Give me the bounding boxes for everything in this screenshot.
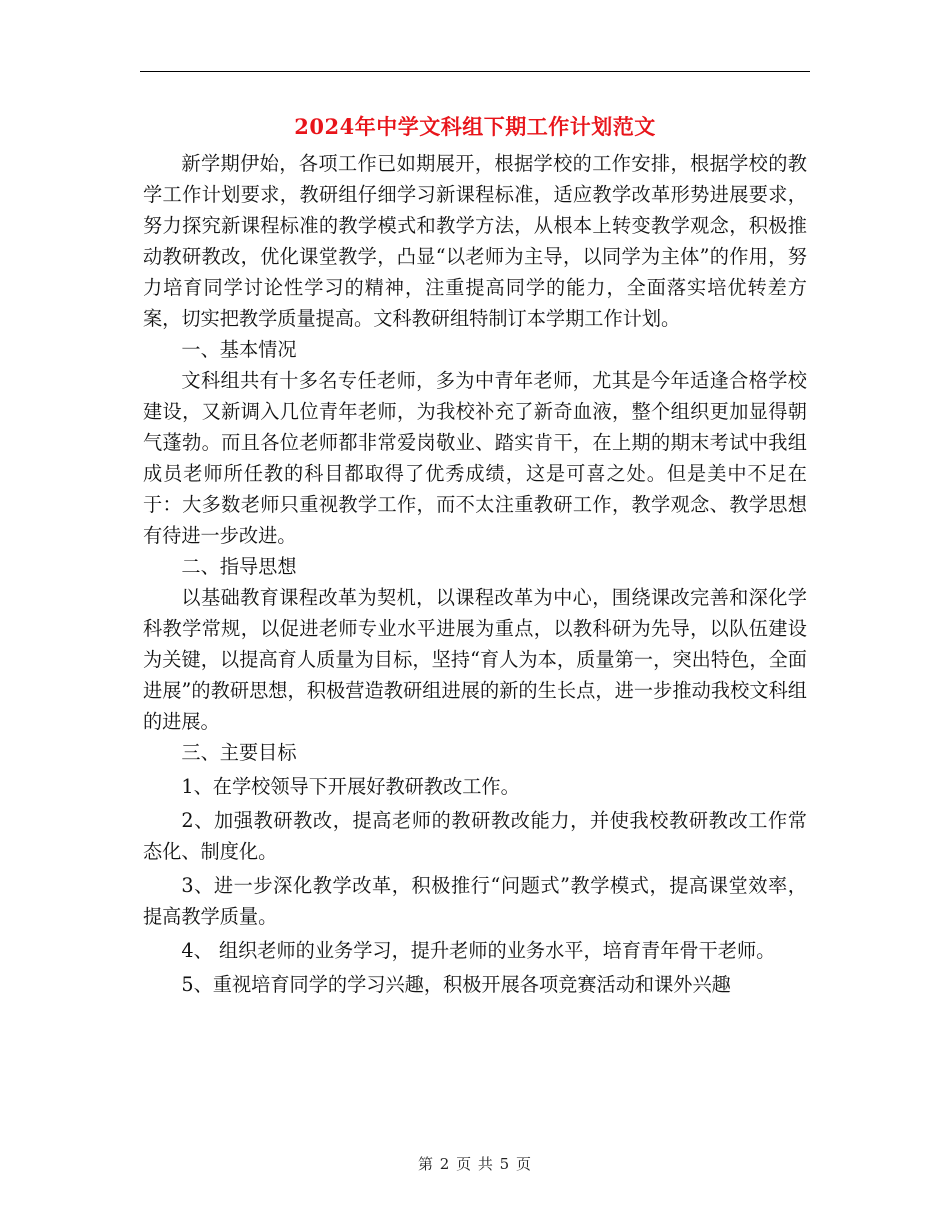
section-heading-guiding-ideology: 二、指导思想 xyxy=(181,555,297,578)
section-heading-basic-situation: 一、基本情况 xyxy=(181,338,297,361)
intro-paragraph: 新学期伊始，各项工作已如期展开，根据学校的工作安排，根据学校的教学工作计划要求，教研组仔细学习新课程标准，适应教学改革形势进展要求，努力探究新课程标准的教学模式和教学方法，从根本上转变教学观念，积极推动教研教改，优化课堂教学，凸显“以老师为主导，以同学为主体”的作用，努力培育同学讨论性学习的精神，注重提高同学的能力，全面落实培优转差方案，切实把教学质量提高。文科教研组特制订本学期工作计划。 xyxy=(143,152,807,330)
header-rule xyxy=(140,71,810,72)
document-body xyxy=(143,148,807,1000)
document-title: 2024年中学文科组下期工作计划范文 xyxy=(294,114,656,139)
guiding-ideology-paragraph: 以基础教育课程改革为契机，以课程改革为中心，围绕课改完善和深化学科教学常规，以促进老师专业水平进展为重点，以教科研为先导，以队伍建设为关键，以提高育人质量为目标，坚持“育人为本，质量第一，突出特色，全面进展”的教研思想，积极营造教研组进展的新的生长点，进一步推动我校文科组的进展。 xyxy=(143,586,807,733)
goal-item: 5、重视培育同学的学习兴趣，积极开展各项竞赛活动和课外兴趣 xyxy=(181,973,731,996)
basic-situation-paragraph: 文科组共有十多名专任老师，多为中青年老师，尤其是今年适逢合格学校建设，又新调入几位青年老师，为我校补充了新奇血液，整个组织更加显得朝气蓬勃。而且各位老师都非常爱岗敬业、踏实肯干，在上期的期末考试中我组成员老师所任教的科目都取得了优秀成绩，这是可喜之处。但是美中不足在于：大多数老师只重视教学工作，而不太注重教研工作，教学观念、教学思想有待进一步改进。 xyxy=(143,369,807,547)
goal-item: 2、加强教研教改，提高老师的教研教改能力，并使我校教研教改工作常态化、制度化。 xyxy=(143,809,807,863)
goal-item: 3、进一步深化教学改革，积极推行“问题式”教学模式，提高课堂效率，提高教学质量。 xyxy=(143,874,807,928)
goal-item: 1、在学校领导下开展好教研教改工作。 xyxy=(181,775,520,798)
section-heading-main-goals: 三、主要目标 xyxy=(181,741,297,764)
goal-item: 4、 组织老师的业务学习，提升老师的业务水平，培育青年骨干老师。 xyxy=(181,939,776,962)
page-footer: 第 2 页 共 5 页 xyxy=(418,1155,532,1173)
